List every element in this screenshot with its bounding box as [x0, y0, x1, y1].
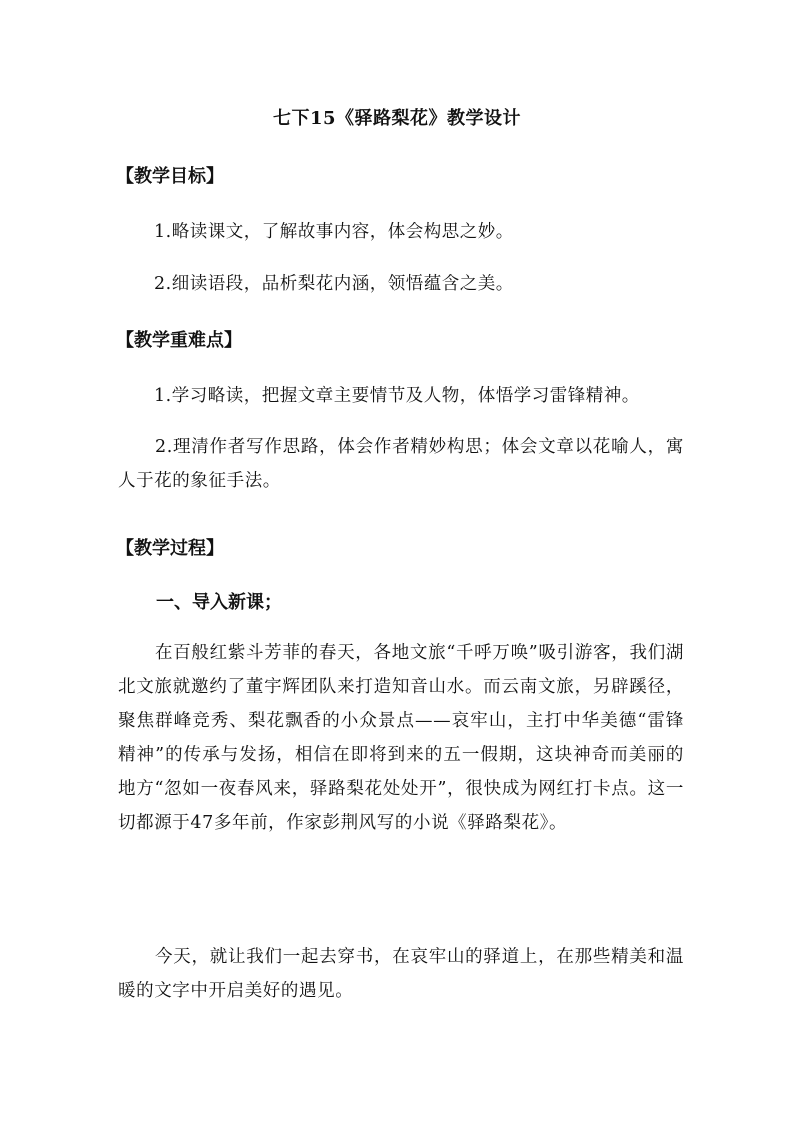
- goal-item-1: 1.略读课文，了解故事内容，体会构思之妙。: [154, 222, 514, 242]
- section-heading-process: 【教学过程】: [116, 538, 224, 559]
- process-paragraph-1: 在百般红紫斗芳菲的春天，各地文旅“千呼万唤”吸引游客，我们湖北文旅就邀约了董宇辉团队来打造知音山水。而云南文旅，另辟蹊径，聚焦群峰竞秀、梨花飘香的小众景点——哀牢山，主打中华美德“雷锋精神”的传承与发扬，相信在即将到来的五一假期，这块神奇而美丽的地方“忽如一夜春风来，驿路梨花处处开”，很快成为网红打卡点。这一切都源于47多年前，作家彭荆风写的小说《驿路梨花》。: [118, 643, 684, 833]
- key-point-item-2: 2.理清作者写作思路，体会作者精妙构思；体会文章以花喻人，寓人于花的象征手法。: [118, 437, 684, 491]
- process-subheading-intro: 一、导入新课；: [156, 592, 282, 613]
- goal-item-2: 2.细读语段，品析梨花内涵，领悟蕴含之美。: [154, 274, 514, 294]
- section-heading-goals: 【教学目标】: [116, 166, 224, 187]
- process-paragraph-2: 今天，就让我们一起去穿书，在哀牢山的驿道上，在那些精美和温暖的文字中开启美好的遇见。: [118, 947, 684, 1001]
- document-title: 七下15《驿路梨花》教学设计: [272, 108, 522, 129]
- key-point-item-1: 1.学习略读，把握文章主要情节及人物，体悟学习雷锋精神。: [154, 386, 640, 406]
- section-heading-key-points: 【教学重难点】: [116, 330, 242, 351]
